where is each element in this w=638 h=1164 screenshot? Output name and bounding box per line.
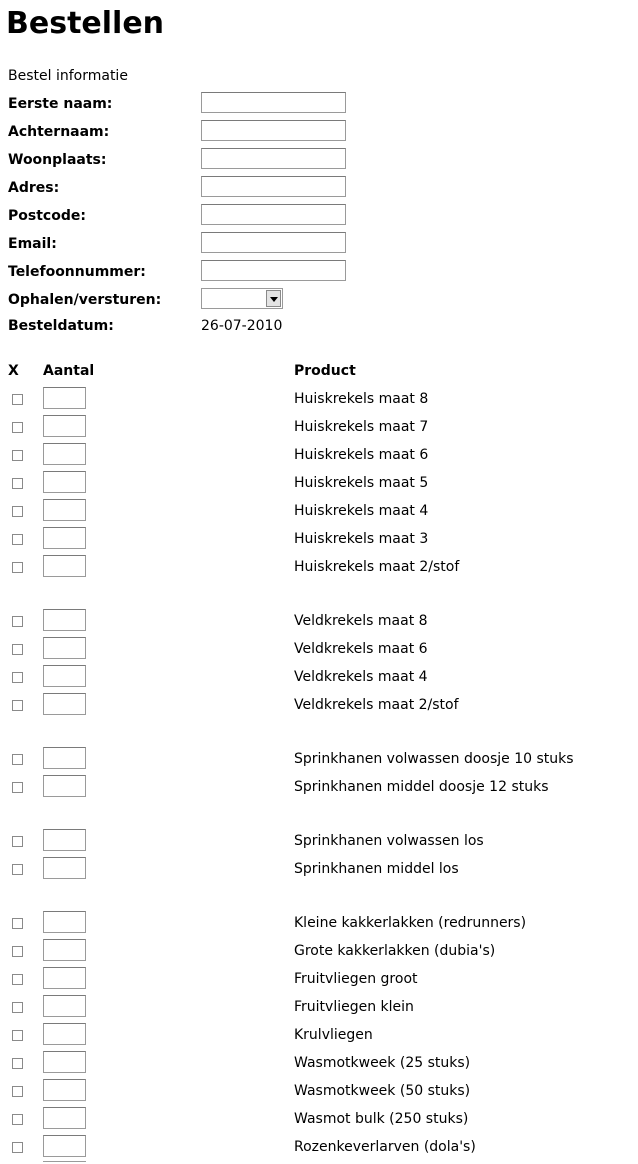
product-name: Rozenkeverlarven (dola's) — [294, 1139, 476, 1155]
product-quantity-input[interactable] — [43, 1023, 86, 1045]
product-quantity-input[interactable] — [43, 995, 86, 1017]
product-quantity-input[interactable] — [43, 693, 86, 715]
product-quantity-input[interactable] — [43, 609, 86, 631]
product-name: Grote kakkerlakken (dubia's) — [294, 943, 496, 959]
product-name: Veldkrekels maat 6 — [294, 641, 428, 657]
product-row — [0, 939, 638, 961]
product-checkbox[interactable] — [12, 422, 23, 433]
product-name: Huiskrekels maat 7 — [294, 419, 429, 435]
product-row — [0, 471, 638, 493]
product-quantity-input[interactable] — [43, 415, 86, 437]
product-row — [0, 1051, 638, 1073]
product-name: Huiskrekels maat 4 — [294, 503, 429, 519]
product-checkbox[interactable] — [12, 1114, 23, 1125]
product-row — [0, 995, 638, 1017]
product-name: Sprinkhanen volwassen los — [294, 833, 484, 849]
product-name: Fruitvliegen klein — [294, 999, 414, 1015]
email-label: Email: — [8, 236, 57, 252]
field-row-order-date — [0, 314, 638, 336]
page-title: Bestellen — [6, 6, 165, 41]
city-label: Woonplaats: — [8, 152, 107, 168]
field-row-first-name — [0, 92, 638, 114]
product-checkbox[interactable] — [12, 672, 23, 683]
chevron-down-icon[interactable] — [266, 290, 281, 307]
column-header-quantity: Aantal — [43, 363, 95, 379]
phone-field[interactable] — [201, 260, 346, 281]
product-row — [0, 967, 638, 989]
product-checkbox[interactable] — [12, 1058, 23, 1069]
column-header-x: X — [8, 363, 19, 379]
product-row — [0, 443, 638, 465]
product-row — [0, 747, 638, 769]
product-name: Sprinkhanen volwassen doosje 10 stuks — [294, 751, 574, 767]
address-field[interactable] — [201, 176, 346, 197]
product-name: Fruitvliegen groot — [294, 971, 418, 987]
delivery-select[interactable] — [201, 288, 283, 309]
product-quantity-input[interactable] — [43, 1107, 86, 1129]
product-quantity-input[interactable] — [43, 637, 86, 659]
product-checkbox[interactable] — [12, 1086, 23, 1097]
postcode-field[interactable] — [201, 204, 346, 225]
field-row-phone — [0, 260, 638, 282]
product-name: Huiskrekels maat 8 — [294, 391, 429, 407]
delivery-label: Ophalen/versturen: — [8, 292, 162, 308]
product-quantity-input[interactable] — [43, 775, 86, 797]
product-checkbox[interactable] — [12, 562, 23, 573]
product-name: Wasmot bulk (250 stuks) — [294, 1111, 469, 1127]
email-field[interactable] — [201, 232, 346, 253]
product-row — [0, 555, 638, 577]
product-row — [0, 665, 638, 687]
product-quantity-input[interactable] — [43, 857, 86, 879]
field-row-delivery — [0, 288, 638, 310]
last-name-label: Achternaam: — [8, 124, 110, 140]
product-name: Huiskrekels maat 3 — [294, 531, 429, 547]
product-quantity-input[interactable] — [43, 1079, 86, 1101]
product-row — [0, 499, 638, 521]
product-row — [0, 1023, 638, 1045]
product-quantity-input[interactable] — [43, 443, 86, 465]
product-quantity-input[interactable] — [43, 967, 86, 989]
product-quantity-input[interactable] — [43, 527, 86, 549]
field-row-postcode — [0, 204, 638, 226]
product-row — [0, 693, 638, 715]
product-checkbox[interactable] — [12, 534, 23, 545]
product-checkbox[interactable] — [12, 478, 23, 489]
field-row-last-name — [0, 120, 638, 142]
product-checkbox[interactable] — [12, 754, 23, 765]
product-checkbox[interactable] — [12, 918, 23, 929]
product-name: Veldkrekels maat 2/stof — [294, 697, 459, 713]
column-header-product: Product — [294, 363, 356, 379]
product-checkbox[interactable] — [12, 450, 23, 461]
product-quantity-input[interactable] — [43, 665, 86, 687]
product-name: Sprinkhanen middel doosje 12 stuks — [294, 779, 549, 795]
product-row — [0, 1079, 638, 1101]
product-checkbox[interactable] — [12, 782, 23, 793]
product-row — [0, 1107, 638, 1129]
product-row — [0, 857, 638, 879]
product-quantity-input[interactable] — [43, 939, 86, 961]
product-quantity-input[interactable] — [43, 747, 86, 769]
product-name: Krulvliegen — [294, 1027, 373, 1043]
product-name: Huiskrekels maat 5 — [294, 475, 429, 491]
product-name: Wasmotkweek (25 stuks) — [294, 1055, 471, 1071]
address-label: Adres: — [8, 180, 60, 196]
product-checkbox[interactable] — [12, 1142, 23, 1153]
product-checkbox[interactable] — [12, 974, 23, 985]
product-checkbox[interactable] — [12, 1030, 23, 1041]
product-checkbox[interactable] — [12, 864, 23, 875]
field-row-email — [0, 232, 638, 254]
product-row — [0, 829, 638, 851]
first-name-label: Eerste naam: — [8, 96, 113, 112]
product-name: Veldkrekels maat 8 — [294, 613, 428, 629]
product-quantity-input[interactable] — [43, 829, 86, 851]
field-row-address — [0, 176, 638, 198]
product-checkbox[interactable] — [12, 616, 23, 627]
postcode-label: Postcode: — [8, 208, 86, 224]
product-quantity-input[interactable] — [43, 555, 86, 577]
last-name-field[interactable] — [201, 120, 346, 141]
product-checkbox[interactable] — [12, 946, 23, 957]
product-quantity-input[interactable] — [43, 499, 86, 521]
product-row — [0, 609, 638, 631]
field-row-city — [0, 148, 638, 170]
product-name: Wasmotkweek (50 stuks) — [294, 1083, 471, 1099]
product-quantity-input[interactable] — [43, 471, 86, 493]
product-quantity-input[interactable] — [43, 911, 86, 933]
product-row — [0, 775, 638, 797]
product-checkbox[interactable] — [12, 506, 23, 517]
product-checkbox[interactable] — [12, 1002, 23, 1013]
product-row — [0, 911, 638, 933]
product-checkbox[interactable] — [12, 394, 23, 405]
product-quantity-input[interactable] — [43, 387, 86, 409]
phone-label: Telefoonnummer: — [8, 264, 146, 280]
product-row — [0, 637, 638, 659]
order-date-value: 26-07-2010 — [201, 318, 283, 334]
product-quantity-input[interactable] — [43, 1135, 86, 1157]
product-name: Huiskrekels maat 6 — [294, 447, 429, 463]
product-checkbox[interactable] — [12, 700, 23, 711]
product-row — [0, 415, 638, 437]
product-checkbox[interactable] — [12, 836, 23, 847]
product-checkbox[interactable] — [12, 644, 23, 655]
product-name: Huiskrekels maat 2/stof — [294, 559, 460, 575]
order-date-label: Besteldatum: — [8, 318, 114, 334]
product-row — [0, 1135, 638, 1157]
product-row — [0, 527, 638, 549]
product-name: Kleine kakkerlakken (redrunners) — [294, 915, 527, 931]
form-intro: Bestel informatie — [8, 68, 128, 84]
first-name-field[interactable] — [201, 92, 346, 113]
city-field[interactable] — [201, 148, 346, 169]
product-row — [0, 387, 638, 409]
product-name: Veldkrekels maat 4 — [294, 669, 428, 685]
product-name: Sprinkhanen middel los — [294, 861, 459, 877]
product-quantity-input[interactable] — [43, 1051, 86, 1073]
